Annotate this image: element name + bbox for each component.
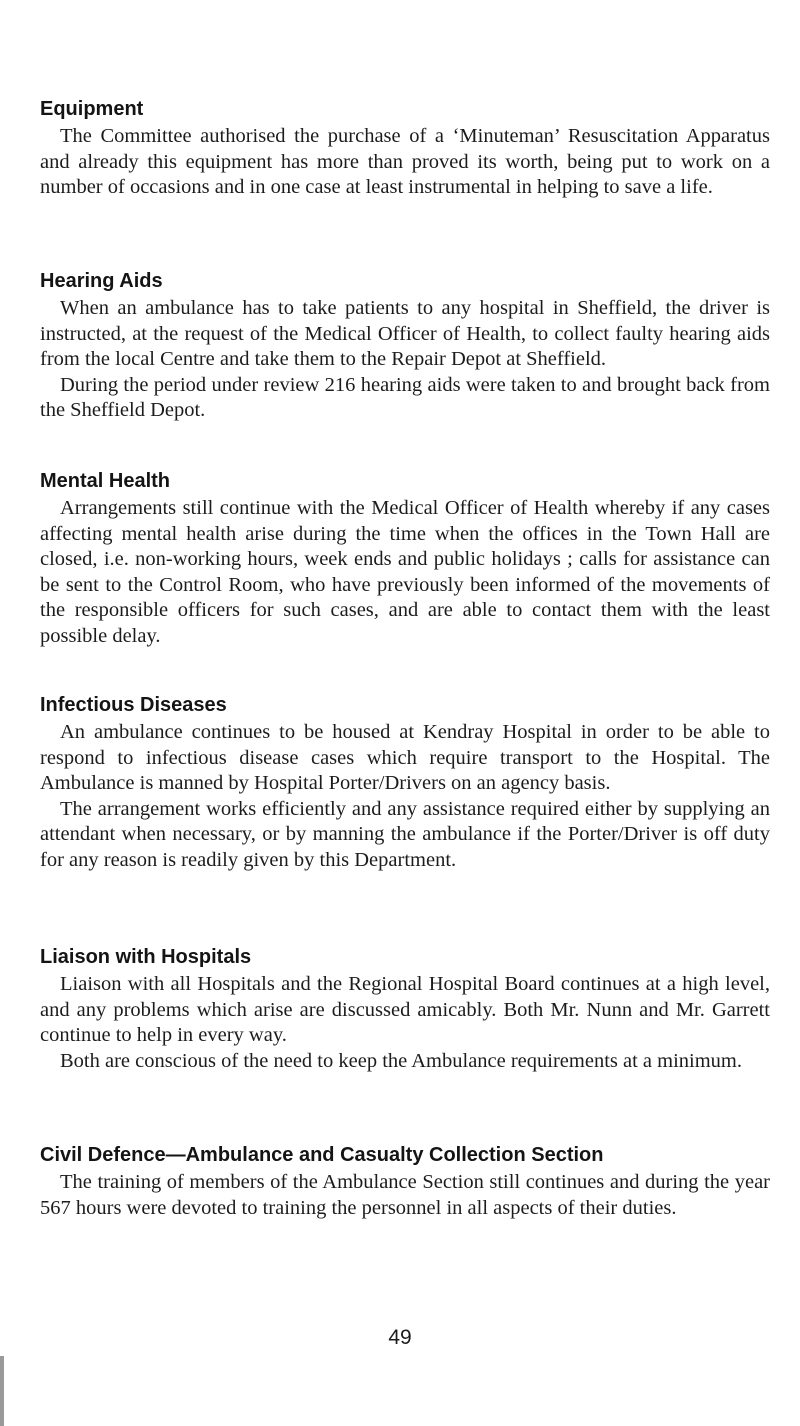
section-heading: Civil Defence—Ambulance and Casualty Collection Section	[40, 1144, 604, 1166]
paragraph: Arrangements still continue with the Medical Officer of Health whereby if any cases affecting mental health arise during the time when the offices in the Town Hall are closed, i.e. non-working hours, week ends and public holidays ; calls for assistance can be sent to the Control Room, who have previously been informed of the movements of the responsible officers for such cases, and are able to contact them with the least possible delay.	[40, 497, 770, 647]
section-mental-health	[40, 468, 770, 649]
section-liaison-with-hospitals	[40, 944, 770, 1074]
section-civil-defence	[40, 1142, 770, 1221]
section-hearing-aids	[40, 268, 770, 424]
paragraph: During the period under review 216 hearing aids were taken to and brought back from the Sheffield Depot.	[40, 373, 770, 421]
paragraph: When an ambulance has to take patients to any hospital in Sheffield, the driver is instructed, at the request of the Medical Officer of Health, to collect faulty hearing aids from the local Centre and take them to the Repair Depot at Sheffield.	[40, 297, 770, 370]
section-infectious-diseases	[40, 692, 770, 873]
section-heading: Equipment	[40, 98, 144, 120]
section-equipment	[40, 96, 770, 201]
scan-edge-shadow	[0, 1356, 4, 1426]
section-heading: Hearing Aids	[40, 270, 163, 292]
section-heading: Infectious Diseases	[40, 694, 227, 716]
section-heading: Liaison with Hospitals	[40, 946, 252, 968]
paragraph: Liaison with all Hospitals and the Regional Hospital Board continues at a high level, and any problems which arise are discussed amicably. Both Mr. Nunn and Mr. Garrett continue to help in every way.	[40, 973, 770, 1046]
section-heading: Mental Health	[40, 470, 171, 492]
paragraph: Both are conscious of the need to keep the Ambulance requirements at a minimum.	[60, 1049, 742, 1072]
paragraph: The training of members of the Ambulance Section still continues and during the year 567 hours were devoted to training the personnel in all aspects of their duties.	[40, 1171, 770, 1219]
page-number: 49	[388, 1326, 412, 1349]
paragraph: The Committee authorised the purchase of a ‘Minuteman’ Resuscitation Apparatus and already this equipment has more than proved its worth, being put to work on a number of occasions and in one case at least instrumental in helping to save a life.	[40, 125, 770, 198]
paragraph: An ambulance continues to be housed at Kendray Hospital in order to be able to respond to infectious disease cases which require transport to the Hospital. The Ambulance is manned by Hospital Porter/Drivers on an agency basis.	[40, 721, 770, 794]
paragraph: The arrangement works efficiently and any assistance required either by supplying an attendant when necessary, or by manning the ambulance if the Porter/Driver is off duty for any reason is readily given by this Department.	[40, 797, 770, 871]
